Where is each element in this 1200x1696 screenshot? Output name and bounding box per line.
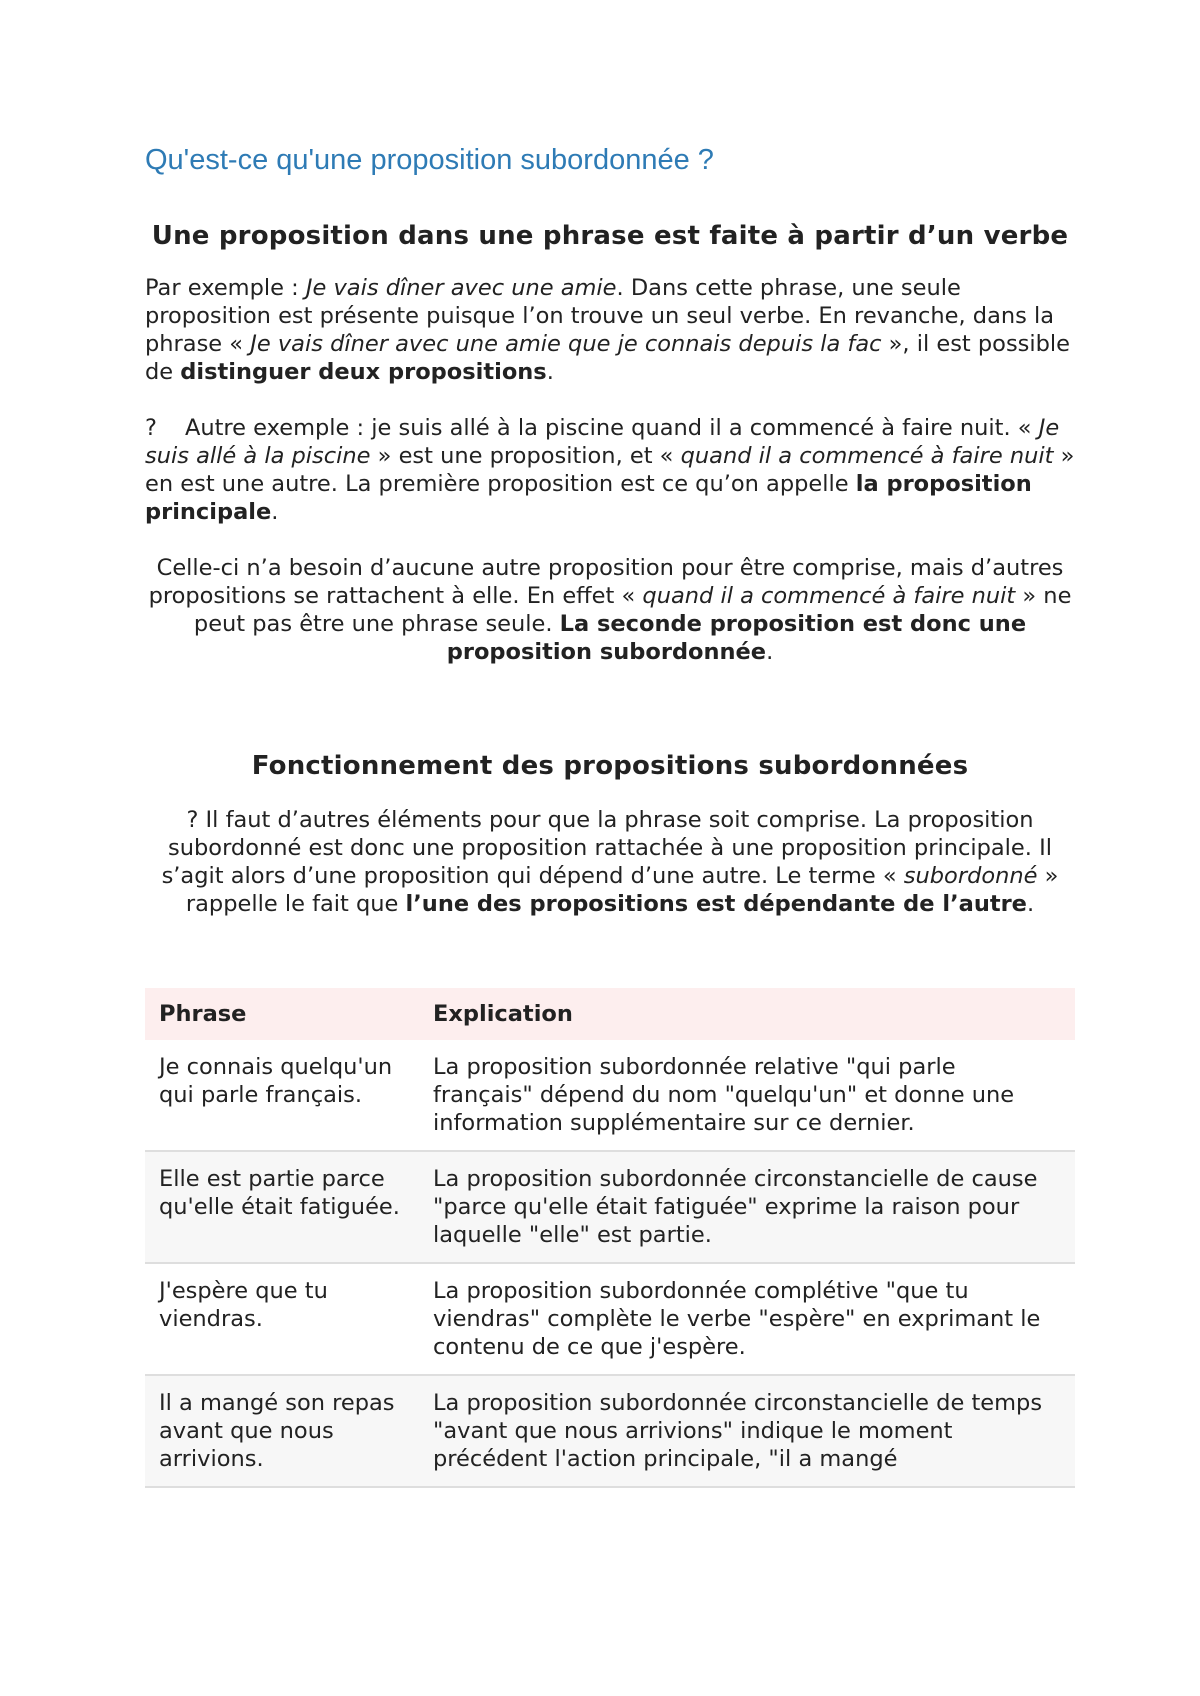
section-heading-proposition: Une proposition dans une phrase est faite à partir d’un verbe xyxy=(151,221,1069,251)
column-header-phrase: Phrase xyxy=(145,988,419,1040)
cell-phrase: Elle est partie parce qu'elle était fatiguée. xyxy=(145,1151,419,1263)
table-row xyxy=(145,1263,1075,1375)
table-row xyxy=(145,1040,1075,1151)
paragraph-fonctionnement: ? Il faut d’autres éléments pour que la phrase soit comprise. La proposition subordonné est donc une proposition rattachée à une proposition principale. Il s’agit alors d’une proposition qui dépend d’une autre. Le terme « subordonné » rappelle le fait que l’une des propositions est dépendante de l’autre. xyxy=(161,807,1059,917)
cell-explication: La proposition subordonnée complétive "que tu viendras" complète le verbe "espère" en exprimant le contenu de ce que j'espère. xyxy=(419,1263,1075,1375)
document-page xyxy=(145,140,1075,1488)
examples-table xyxy=(145,988,1075,1488)
section-heading-fonctionnement: Fonctionnement des propositions subordonnées xyxy=(251,751,969,781)
cell-explication: La proposition subordonnée circonstancielle de temps "avant que nous arrivions" indique le moment précédent l'action principale, "il a mangé xyxy=(419,1375,1075,1487)
table-row xyxy=(145,1151,1075,1263)
table-row xyxy=(145,1375,1075,1487)
unknown-glyph-marker: ? xyxy=(145,415,157,441)
cell-phrase: J'espère que tu viendras. xyxy=(145,1263,419,1375)
cell-phrase: Je connais quelqu'un qui parle français. xyxy=(145,1040,419,1151)
paragraph-example-2: ? Autre exemple : je suis allé à la piscine quand il a commencé à faire nuit. « Je suis allé à la piscine » est une proposition, et « quand il a commencé à faire nuit » en est une autre. La première proposition est ce qu’on appelle la proposition principale. xyxy=(145,415,1075,525)
cell-explication: La proposition subordonnée circonstancielle de cause "parce qu'elle était fatiguée" exprime la raison pour laquelle "elle" est partie. xyxy=(419,1151,1075,1263)
table-header-row xyxy=(145,988,1075,1040)
cell-phrase: Il a mangé son repas avant que nous arrivions. xyxy=(145,1375,419,1487)
document-title: Qu'est-ce qu'une proposition subordonnée ? xyxy=(145,144,714,176)
cell-explication: La proposition subordonnée relative "qui parle français" dépend du nom "quelqu'un" et donne une information supplémentaire sur ce dernier. xyxy=(419,1040,1075,1151)
paragraph-subordinate-explanation: Celle-ci n’a besoin d’aucune autre proposition pour être comprise, mais d’autres propositions se rattachent à elle. En effet « quand il a commencé à faire nuit » ne peut pas être une phrase seule. La seconde proposition est donc une proposition subordonnée. xyxy=(148,555,1072,665)
paragraph-example-1: Par exemple : Je vais dîner avec une amie. Dans cette phrase, une seule proposition est présente puisque l’on trouve un seul verbe. En revanche, dans la phrase « Je vais dîner avec une amie que je connais depuis la fac », il est possible de distinguer deux propositions. xyxy=(145,275,1071,385)
column-header-explication: Explication xyxy=(419,988,1075,1040)
